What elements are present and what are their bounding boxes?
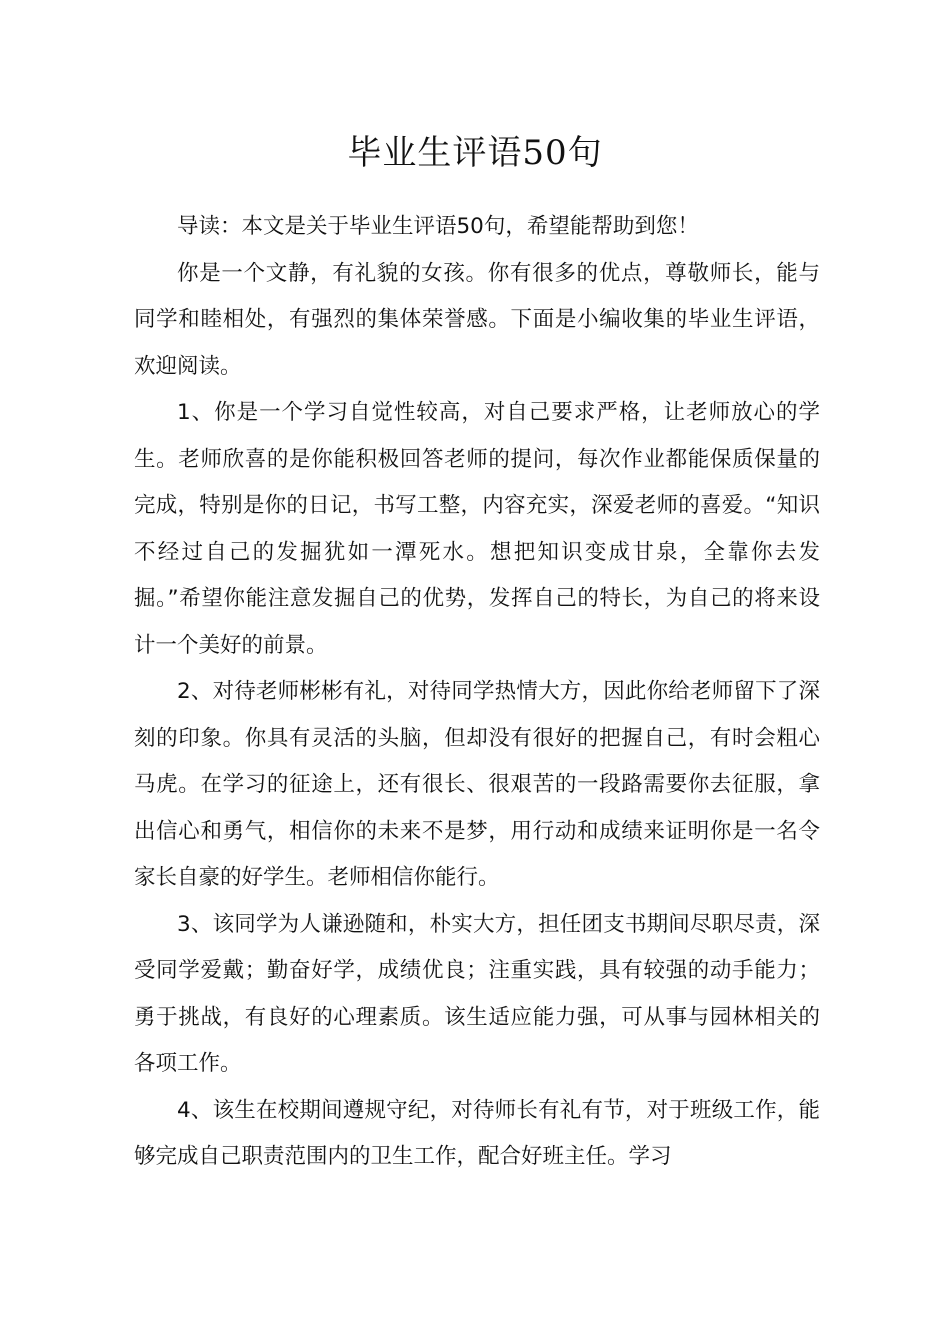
paragraph-item-3: 3、该同学为人谦逊随和，朴实大方，担任团支书期间尽职尽责，深受同学爱戴；勤奋好学，成绩优良；注重实践，具有较强的动手能力；勇于挑战，有良好的心理素质。该生适应能力强，可从事与园林相关的各项工作。 [134, 911, 820, 1076]
paragraph-item-1: 1、你是一个学习自觉性较高，对自己要求严格，让老师放心的学生。老师欣喜的是你能积极回答老师的提问，每次作业都能保质保量的完成，特别是你的日记，书写工整，内容充实，深爱老师的喜爱。“知识不经过自己的发掘犹如一潭死水。想把知识变成甘泉，全靠你去发掘。”希望你能注意发掘自己的优势，发挥自己的特长，为自己的将来设计一个美好的前景。 [134, 400, 820, 658]
document-title: 毕业生评语50句 [347, 133, 603, 173]
paragraph-item-2: 2、对待老师彬彬有礼，对待同学热情大方，因此你给老师留下了深刻的印象。你具有灵活的头脑，但却没有很好的把握自己，有时会粗心马虎。在学习的征途上，还有很长、很艰苦的一段路需要你去征服，拿出信心和勇气，相信你的未来不是梦，用行动和成绩来证明你是一名令家长自豪的好学生。老师相信你能行。 [134, 679, 820, 890]
paragraph-item-4: 4、该生在校期间遵规守纪，对待师长有礼有节，对于班级工作，能够完成自己职责范围内的卫生工作，配合好班主任。学习 [134, 1097, 820, 1169]
paragraph-intro: 导读：本文是关于毕业生评语50句，希望能帮助到您！ [177, 214, 699, 239]
document-body [134, 204, 820, 1181]
paragraph-preface: 你是一个文静，有礼貌的女孩。你有很多的优点，尊敬师长，能与同学和睦相处，有强烈的集体荣誉感。下面是小编收集的毕业生评语，欢迎阅读。 [134, 260, 820, 379]
